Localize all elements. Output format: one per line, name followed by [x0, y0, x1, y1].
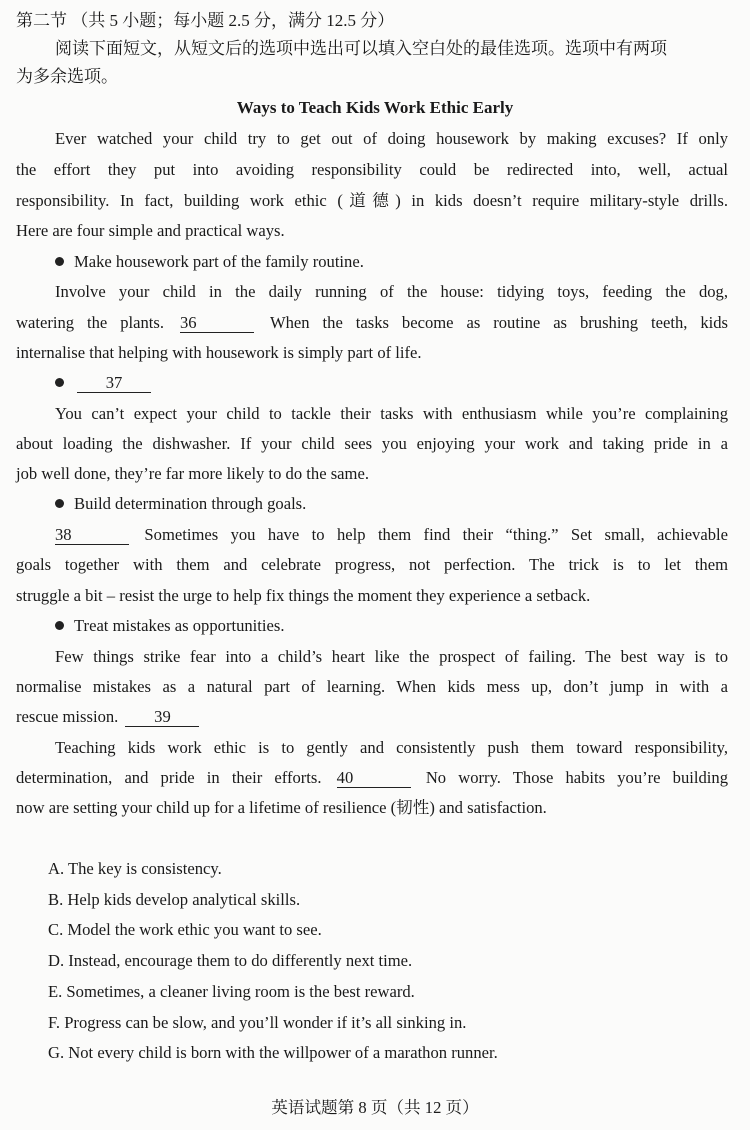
p3-line-3: struggle a bit – resist the urge to help fix things the moment they experience a setback. — [16, 586, 591, 605]
instruction-line-1: 阅读下面短文，从短文后的选项中选出可以填入空白处的最佳选项。选项中有两项 — [55, 39, 667, 58]
blank-40: 40 — [337, 768, 411, 788]
blank-39: 39 — [125, 707, 199, 727]
p4-line-2: normalise mistakes as a natural part of learning. When kids mess up, don’t jump in with a — [16, 677, 728, 696]
blank-36: 36 — [180, 313, 254, 333]
p3-line-2: goals together with them and celebrate progress, not perfection. The trick is to let them — [16, 555, 728, 574]
conclusion-line-3: now are setting your child up for a lifetime of resilience (韧性) and satisfaction. — [16, 798, 547, 817]
bullet-icon — [55, 378, 64, 387]
intro-line-2: the effort they put into avoiding responsibility could be redirected into, well, actual — [16, 160, 728, 179]
intro-line-1: Ever watched your child try to get out of doing housework by making excuses? If only — [55, 129, 728, 148]
heading-goals: Build determination through goals. — [55, 493, 306, 515]
bullet-icon — [55, 621, 64, 630]
blank-37: 37 — [77, 373, 151, 393]
p2-line-1: You can’t expect your child to tackle their tasks with enthusiasm while you’re complaining — [55, 404, 728, 423]
heading-mistakes: Treat mistakes as opportunities. — [55, 615, 284, 637]
page-footer: 英语试题第 8 页（共 12 页） — [271, 1098, 479, 1117]
option-g: G. Not every child is born with the willpower of a marathon runner. — [48, 1043, 498, 1062]
bullet-icon — [55, 499, 64, 508]
option-f: F. Progress can be slow, and you’ll wonder if it’s all sinking in. — [48, 1013, 467, 1032]
instruction-line-2: 为多余选项。 — [16, 67, 118, 86]
p2-line-3: job well done, they’re far more likely to do the same. — [16, 464, 369, 483]
option-c: C. Model the work ethic you want to see. — [48, 920, 322, 939]
passage-title: Ways to Teach Kids Work Ethic Early — [236, 98, 514, 117]
section-header: 第二节 （共 5 小题；每小题 2.5 分，满分 12.5 分） — [16, 11, 395, 30]
heading-blank-37 — [55, 372, 154, 394]
p4-line-3: rescue mission. 39 — [16, 706, 202, 728]
p1-line-2: watering the plants. 36 When the tasks become as routine as brushing teeth, kids — [16, 313, 729, 332]
option-e: E. Sometimes, a cleaner living room is the best reward. — [48, 982, 415, 1001]
heading-housework: Make housework part of the family routine. — [55, 251, 364, 273]
option-d: D. Instead, encourage them to do differently next time. — [48, 951, 413, 970]
intro-line-3: responsibility. In fact, building work ethic (道德) in kids doesn’t require military-style drills. — [16, 191, 728, 210]
p2-line-2: about loading the dishwasher. If your child sees you enjoying your work and taking pride in a — [16, 434, 728, 453]
option-a: A. The key is consistency. — [48, 859, 222, 878]
p4-line-1: Few things strike fear into a child’s heart like the prospect of failing. The best way is to — [55, 647, 728, 666]
p1-line-1: Involve your child in the daily running of the house: tidying toys, feeding the dog, — [55, 282, 728, 301]
intro-line-4: Here are four simple and practical ways. — [16, 221, 285, 240]
option-b: B. Help kids develop analytical skills. — [48, 890, 301, 909]
bullet-icon — [55, 257, 64, 266]
blank-38: 38 — [55, 525, 129, 545]
p1-line-3: internalise that helping with housework is simply part of life. — [16, 343, 422, 362]
conclusion-line-1: Teaching kids work ethic is to gently and consistently push them toward responsibility, — [55, 738, 728, 757]
p3-line-1: 38 Sometimes you have to help them find their “thing.” Set small, achievable — [55, 525, 728, 544]
conclusion-line-2: determination, and pride in their efforts. 40 No worry. Those habits you’re building — [16, 768, 728, 787]
